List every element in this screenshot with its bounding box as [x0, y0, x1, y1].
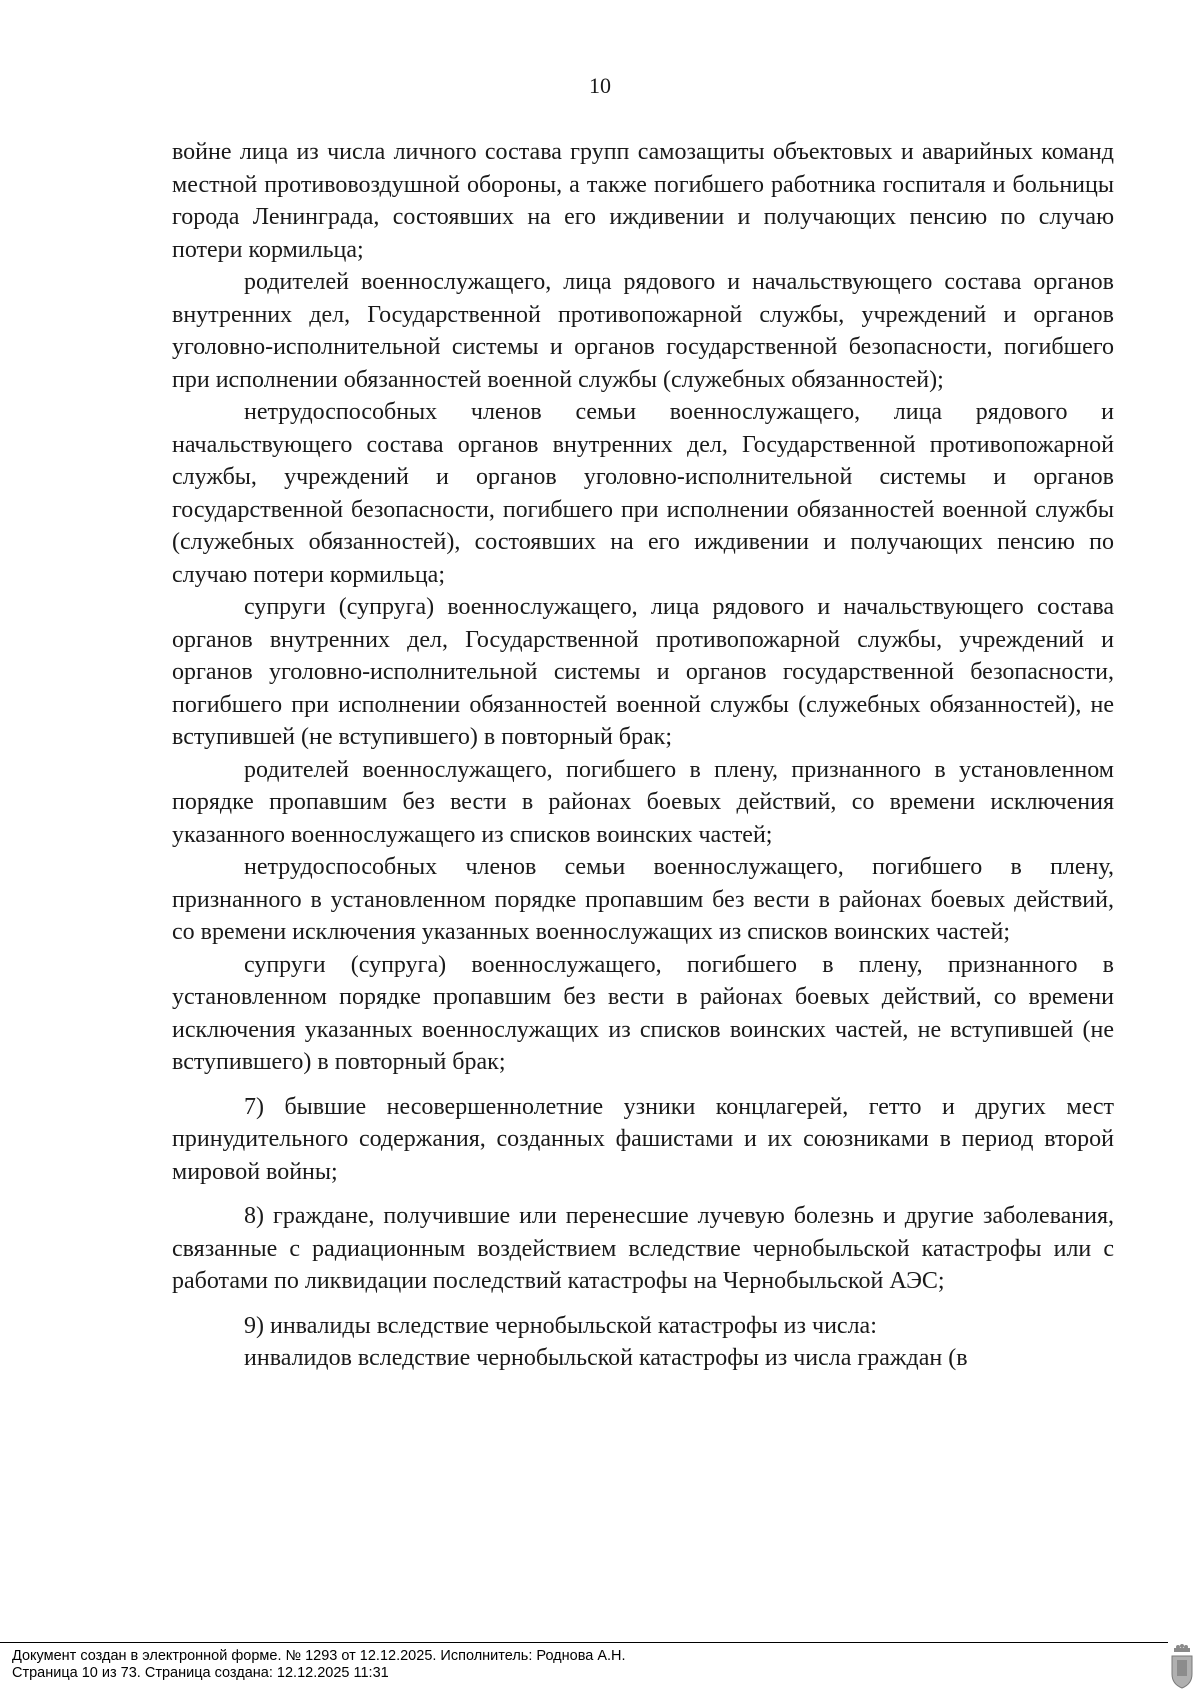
page-number: 10	[589, 73, 611, 98]
paragraph-item-8: 8) граждане, получившие или перенесшие лучевую болезнь и другие заболевания, связанные с радиационным воздействием вследствие чернобыльской катастрофы или с работами по ликвидации последствий катастрофы на Чернобыльской АЭС;	[172, 1203, 1114, 1294]
paragraph: нетрудоспособных членов семьи военнослужащего, лица рядового и начальствующего состава органов внутренних дел, Государственной противопожарной службы, учреждений и органов уголовно-исполнительной системы и органов государственной безопасности, погибшего при исполнении обязанностей военной службы (служебных обязанностей), состоявших на его иждивении и получающих пенсию по случаю потери кормильца;	[172, 399, 1114, 588]
paragraph-item-7: 7) бывшие несовершеннолетние узники концлагерей, гетто и других мест принудительного содержания, созданных фашистами и их союзниками в период второй мировой войны;	[172, 1093, 1114, 1185]
paragraph: войне лица из числа личного состава групп самозащиты объектовых и аварийных команд местной противовоздушной обороны, а также погибшего работника госпиталя и больницы города Ленинграда, состоявших на его иждивении и получающих пенсию по случаю потери кормильца;	[172, 139, 1114, 263]
document-footer	[12, 1648, 626, 1682]
paragraph: родителей военнослужащего, лица рядового и начальствующего состава органов внутренних дел, Государственной противопожарной службы, учреждений и органов уголовно-исполнительной системы и органов государственной безопасности, погибшего при исполнении обязанностей военной службы (служебных обязанностей);	[172, 269, 1114, 393]
paragraph: родителей военнослужащего, погибшего в плену, признанного в установленном порядке пропавшим без вести в районах боевых действий, со времени исключения указанного военнослужащего из списков воинских частей;	[172, 756, 1114, 848]
coat-of-arms-icon	[1168, 1644, 1196, 1692]
paragraph: инвалидов вследствие чернобыльской катастрофы из числа граждан (в	[244, 1345, 968, 1371]
footer-divider	[0, 1642, 1168, 1643]
footer-line-1: Документ создан в электронной форме. № 1293 от 12.12.2025. Исполнитель: Роднова А.Н.	[12, 1648, 626, 1664]
footer-line-2: Страница 10 из 73. Страница создана: 12.12.2025 11:31	[12, 1665, 389, 1681]
paragraph-item-9: 9) инвалиды вследствие чернобыльской катастрофы из числа:	[244, 1312, 877, 1339]
paragraph: супруги (супруга) военнослужащего, погибшего в плену, признанного в установленном порядке пропавшим без вести в районах боевых действий, со времени исключения указанных военнослужащих из списков воинских частей, не вступившей (не вступившего) в повторный брак;	[172, 951, 1114, 1075]
paragraph: супруги (супруга) военнослужащего, лица рядового и начальствующего состава органов внутренних дел, Государственной противопожарной службы, учреждений и органов уголовно-исполнительной системы и органов государственной безопасности, погибшего при исполнении обязанностей военной службы (служебных обязанностей), не вступившей (не вступившего) в повторный брак;	[172, 594, 1114, 750]
paragraph: нетрудоспособных членов семьи военнослужащего, погибшего в плену, признанного в установленном порядке пропавшим без вести в районах боевых действий, со времени исключения указанных военнослужащих из списков воинских частей;	[172, 854, 1114, 945]
document-body	[172, 136, 1114, 1375]
